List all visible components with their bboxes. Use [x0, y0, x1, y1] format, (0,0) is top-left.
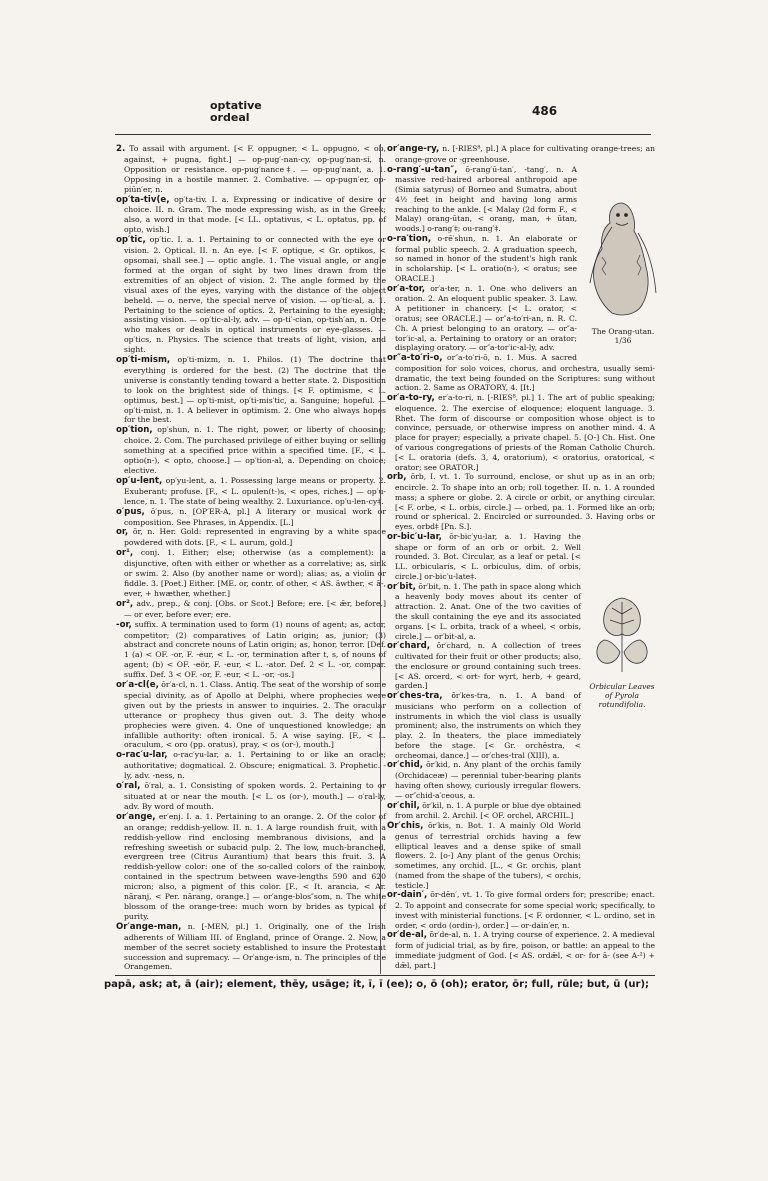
entry-definition: op′yu-lent, a. 1. Possessing large means or property. 2. Exuberant; profuse. [F., < L. opulen(t-)s, < opes, riches.] — op′u-lence, n. 1. The state of being wealthy. 2. Luxuriance. op′u-len-cy‡.	[124, 475, 386, 506]
dictionary-entry	[116, 620, 386, 680]
entry-headword: orb,	[387, 472, 407, 483]
entry-headword: or′ange-ry,	[387, 144, 440, 154]
entry-headword: or′a-to-ry,	[387, 393, 435, 404]
entry-definition: op′shun, n. 1. The right, power, or liberty of choosing; choice. 2. Com. The purchased privilege of either buying or selling something at a specified price within a specified time. [F., < L. optio(n-), < opto, choose.] — op′tion-al, a. Depending on choice; elective.	[124, 425, 386, 475]
entry-definition: o-rē′shun, n. 1. An elaborate or formal public speech. 2. A graduation speech, so named in honor of the student's high rank in scholarship. [< L. oratio(n-), < oratus; see ORACLE.]	[395, 233, 578, 283]
entry-headword: or′a-cl(e,	[116, 680, 159, 691]
dictionary-entry	[387, 393, 655, 472]
leaf-caption: Orbicular Leaves of Pyrola rotundifolia.	[589, 682, 655, 709]
entry-definition: ō′pus, n. [OP′ER-A, pl.] A literary or musical work or composition. See Phrases, in Appendix. [L.]	[124, 506, 386, 527]
entry-definition: ōr-dēn′, vt. 1. To give formal orders for; prescribe; enact. 2. To appoint and consecrate for some special work; specifically, to invest with ministerial functions. [< F. ordonner, < L. ordino, set in order, < ordo (ordin-), order.] — or-dain′er, n.	[395, 890, 655, 930]
entry-headword: or′bit,	[387, 581, 416, 592]
entry-definition: ō′ral, a. 1. Consisting of spoken words. 2. Pertaining to or situated at or near the mouth. [< L. os (or-), mouth.] — o′ral-ly, adv. By word of mouth.	[124, 781, 386, 811]
pronunciation-key: papā, ask; at, ā (air); element, thēy, usāge; it, ī, ī (ee); o, ō (oh); erator, ōr; full, rūle; but, ū (ur);	[104, 979, 650, 990]
dictionary-entry	[116, 144, 386, 195]
entry-headword: or-dain′,	[387, 890, 428, 901]
dictionary-entry	[116, 355, 386, 425]
dictionary-entry	[387, 144, 655, 165]
dictionary-entry	[116, 425, 386, 476]
entry-headword: 2.	[116, 144, 126, 154]
entry-headword: o-rac′u-lar,	[116, 750, 168, 761]
header-rule	[115, 134, 651, 135]
orbicular-leaf-illustration	[590, 594, 654, 674]
entry-definition: ōr′kil, n. 1. A purple or blue dye obtained from archil. 2. Archil. [< OF. orchel, ARCHIL.]	[395, 800, 581, 821]
left-column	[116, 144, 386, 972]
entry-definition: or′a-ter, n. 1. One who delivers an oration. 2. An eloquent public speaker. 3. Law. A petitioner in chancery. [< L. orator, < oratus; see ORACLE.] — or″a-to′ri-an, n. R. C. Ch. A priest belonging to an oratory. — or″a-tor′ic-al, a. Pertaining to oratory or an orator; displaying oratory. — or″a-tor′ic-al-ly, adv.	[395, 283, 577, 353]
entry-definition: ōr, n. Her. Gold: represented in engraving by a white space powdered with dots. [F., < L. aurum, gold.]	[124, 527, 386, 548]
entry-headword: op′ta-tiv(e,	[116, 194, 170, 205]
entry-definition: ōr-bic′yu-lar, a. 1. Having the shape or form of an orb or orbit. 2. Well rounded. 3. Bot. Circular, as a leaf or petal. [< LL. orbicularis, < L. orbiculus, dim. of orbis, circle.] or-bic′u-late‡.	[395, 531, 581, 581]
entry-definition: conj. 1. Either; else; otherwise (as a complement): a disjunctive, often with either or whether as a correlative; as, sink or swim. 2. Also (by another name or word); alias; as, a violin or fiddle. 3. [Poet.] Either. [ME. or, contr. of other, < AS. āwther, < ā-, ever, + hwæther, whether.]	[124, 548, 386, 598]
dictionary-entry	[116, 235, 386, 355]
entry-definition: o-rac′yu-lar, a. 1. Pertaining to or like an oracle; authoritative; dogmatical. 2. Obscure; enigmatical. 3. Prophetic. -ly, adv. -ness, n.	[124, 750, 386, 781]
entry-definition: ōr′kis, n. Bot. 1. A mainly Old World genus of terrestrial orchids having a few elliptical leaves and a dense spike of small flowers. 2. [o-] Any plant of the genus Orchis; sometimes, any orchid. [L., < Gr. orchis, plant (named from the shape of the tubers), < orchis, testicle.]	[395, 821, 581, 890]
footer-rule	[115, 975, 655, 976]
orangutan-illustration	[582, 197, 660, 321]
entry-definition: or″a-to′ri-ō, n. 1. Mus. A sacred composition for solo voices, chorus, and orchestra, usually semi-dramatic, the text being founded on the Scriptures: sung without action. 2. Same as ORATORY, 4. [It.]	[395, 353, 655, 393]
guide-word-bottom: ordeal	[210, 111, 250, 124]
entry-headword: op′tion,	[116, 425, 153, 436]
entry-definition: er′a-to-ri, n. [-RIES⁸, pl.] 1. The art of public speaking; eloquence. 2. The exercise of eloquence; eloquent language. 3. Rhet. The form of discourse or composition whose object is to convince, persuade, or otherwise impress on another mind. 4. A place for prayer; especially, a private chapel. 5. [O-] Ch. Hist. One of various congregations of priests of the Roman Catholic Church. [< L. oratoria (defs. 3, 4, oratorium), < oratorius, oratorical, < orator; see ORATOR.]	[395, 393, 655, 472]
entry-headword: or′chard,	[387, 641, 431, 652]
entry-definition: op′tic. I. a. 1. Pertaining to or connected with the eye or vision. 2. Optical. II. n. An eye. [< F. optique, < Gr. optikos, < opsomai, shall see.] — optic angle. 1. The visual angle, or angle formed at the organ of sight by two lines drawn from the extremities of an object of vision. 2. The angle formed by the visual axes of the eyes, varying with the distance of the object beheld. — o. nerve, the special nerve of vision. — op′tic-al, a. 1. Pertaining to the science of optics. 2. Pertaining to the eyesight; assisting vision. — op′tic-al-ly, adv. — op-ti′-cian, op-tish′an, n. One who makes or deals in optical instruments or eye-glasses. — op′tics, n. Physics. The science that treats of light, vision, and sight.	[124, 235, 386, 355]
dictionary-entry	[116, 812, 386, 922]
entry-definition: To assail with argument. [< F. oppugner, < L. oppugno, < ob, against, + pugna, fight.] — op-pug′-nan-cy, op-pug′nan-si, n. Opposition or resistance. op-pug′nance‡. — op-pug′nant, a. 1. Opposing in a hostile manner. 2. Combative. — op-pugn′er, op-piūn′er, n.	[124, 144, 386, 194]
entry-headword: o-rang′-u-tan″,	[387, 164, 458, 175]
column-divider	[380, 144, 381, 974]
dictionary-entry	[116, 195, 386, 236]
entry-headword: or′ange,	[116, 811, 156, 822]
page-number: 486	[532, 104, 558, 118]
entry-definition: ōrb, I. vt. 1. To surround, enclose, or shut up as in an orb; encircle. 2. To shape into an orb; roll together. II. n. 1. A rounded mass; a sphere or globe. 2. A circle or orbit, or anything circular. [< F. orbe, < L. orbis, circle.] — orbed, pa. 1. Formed like an orb; round or spherical. 2. Encircled or surrounded. 3. Having orbs or eyes. orbd‡ [Pn. S.].	[395, 472, 656, 532]
entry-headword: or′ches-tra,	[387, 691, 443, 702]
dictionary-entry	[387, 472, 655, 532]
entry-headword: -or,	[116, 619, 132, 630]
entry-definition: er′enj. I. a. 1. Pertaining to an orange. 2. Of the color of an orange; reddish-yellow. II. n. 1. A large roundish fruit, with a reddish-yellow rind enclosing membranous divisions, and a refreshing sweetish or subacid pulp. 2. The low, much-branched, evergreen tree (Citrus Aurantium) that bears this fruit. 3. A reddish-yellow color: one of the so-called colors of the rainbow, contained in the spectrum between wave-lengths 590 and 620 micron; also, a pigment of this color. [F., < It. arancia, < Ar. nāranj, < Per. nārang, orange.] — or′ange-blos″som, n. The white blossom of the orange-tree: much worn by brides as typical of purity.	[124, 811, 386, 921]
dictionary-entry	[116, 507, 386, 528]
entry-headword: op′tic,	[116, 235, 146, 246]
orangutan-caption: The Orang-utan. 1/36	[591, 327, 655, 345]
entry-headword: op′ti-mism,	[116, 355, 171, 366]
dictionary-entry	[387, 532, 655, 582]
dictionary-entry	[116, 476, 386, 507]
entry-headword: or-bic′u-lar,	[387, 531, 442, 542]
dictionary-entry	[387, 930, 655, 970]
dictionary-entry	[116, 922, 386, 973]
entry-headword: or²,	[116, 598, 134, 609]
dictionary-entry	[116, 527, 386, 548]
entry-definition: ōr′chard, n. A collection of trees cultivated for their fruit or other products; also, the enclosure or ground containing such trees. [< AS. orcerd, < ort- for wyrt, herb, + geard, garden.]	[395, 641, 581, 691]
entry-headword: op′u-lent,	[116, 475, 163, 486]
entry-headword: or,	[116, 527, 129, 538]
entry-headword: or′de-al,	[387, 930, 427, 941]
entry-headword: Or′chis,	[387, 821, 424, 832]
entry-definition: ōr′kes-tra, n. 1. A band of musicians who perform on a collection of instruments in which the viol class is usually prominent; also, the instruments on which they play. 2. In theaters, the place immediately before the stage. [< Gr. orchēstra, < orcheomai, dance.] — or′ches-tral (XIII), a.	[395, 691, 581, 760]
dictionary-entry	[116, 781, 386, 812]
entry-definition: ōr′kid, n. Any plant of the orchis family (Orchidaceæ) — perennial tuber-bearing plants having often showy, curiously irregular flowers. — or″chid-a′ceous, a.	[395, 760, 581, 800]
entry-definition: ōr′bit, n. 1. The path in space along which a heavenly body moves about its center of attraction. 2. Anat. One of the two cavities of the skull containing the eye and its associated organs. [< L. orbita, track of a wheel, < orbis, circle.] — or′bit-al, a.	[395, 581, 581, 641]
guide-word-top: optative	[210, 99, 262, 112]
entry-headword: o′ral,	[116, 781, 141, 792]
entry-headword: or′chil,	[387, 800, 420, 811]
entry-headword: o′pus,	[116, 506, 145, 517]
entry-headword: Or′ange-man,	[116, 921, 182, 932]
entry-definition: n. [-MEN, pl.] 1. Originally, one of the Irish adherents of William III. of England, prince of Orange. 2. Now, a member of the secret society established to insure the Protestant succession and supremacy. — Or′ange-ism, n. The principles of the Orangemen.	[124, 921, 386, 972]
entry-headword: or′a-tor,	[387, 283, 426, 294]
dictionary-entry	[116, 548, 386, 599]
entry-headword: or¹,	[116, 548, 134, 559]
entry-headword: o-ra′tion,	[387, 233, 432, 244]
entry-definition: suffix. A termination used to form (1) nouns of agent; as, actor, competitor; (2) comparatives of Latin origin; as, junior; (3) abstract and concrete nouns of Latin origin; as, honor, terror. [Def. 1 (a) < OF. -or, F. -eur, < L. -or, termination after t, s, of nouns of agent; (b) < OF. -eör, F. -eur, < L. -ator. Def. 2 < L. -or, compar. suffix. Def. 3 < OF. -or, F. -eur, < L. -or, -os.]	[124, 619, 386, 680]
entry-definition: ō-rang′ū-tan′, -tang′, n. A massive red-haired arboreal anthropoid ape (Simia satyrus) of Borneo and Sumatra, about 4½ feet in height and having long arms reaching to the ankle. [< Malay (2d form F., < Malay) orang-ūtan, < orang, man, + ūtan, woods.] o-rang′‡; ou-rang′‡.	[395, 164, 577, 234]
entry-definition: n. [-RIES⁸, pl.] A place for cultivating orange-trees; an orange-grove or -greenhouse.	[395, 144, 655, 164]
dictionary-entry	[116, 599, 386, 620]
dictionary-entry	[116, 680, 386, 750]
dictionary-entry	[116, 750, 386, 781]
entry-headword: or′chid,	[387, 760, 423, 771]
entry-definition: op′ti-mizm, n. 1. Philos. (1) The doctrine that everything is ordered for the best. (2) The doctrine that the universe is constantly tending toward a better state. 2. Disposition to look on the brightest side of things. [< F. optimisme, < L. optimus, best.] — op′ti-mist, op′ti-mis′tic, a. Sanguine; hopeful. — op′ti-mist, n. 1. A believer in optimism. 2. One who always hopes for the best.	[124, 355, 386, 425]
entry-headword: or″a-to′ri-o,	[387, 353, 443, 364]
figure-spacer	[581, 772, 655, 880]
guide-words	[210, 100, 262, 124]
entry-definition: op′ta-tiv. I. a. Expressing or indicative of desire or choice. II. n. Gram. The mode expressing wish, as in the Greek; also, a word in that mode. [< LL. optativus, < L. optatus, pp. of opto, wish.]	[124, 194, 386, 235]
entry-definition: adv., prep., & conj. [Obs. or Scot.] Before; ere. [< ǣr, before.] — or ever, before ever; ere.	[124, 598, 386, 619]
entry-definition: ōr′de-al, n. 1. A trying course of experience. 2. A medieval form of judicial trial, as by fire, poison, or battle: an appeal to the immediate judgment of God. [< AS. ordǣl, < or- for ā- (see A-²) + dǣl, part.]	[395, 930, 655, 970]
entry-definition: ōr′a-cl, n. 1. Class. Antiq. The seat of the worship of some special divinity, as of Apollo at Delphi, where prophecies were given out by the priests in answer to inquiries. 2. The oracular utterance or prophecy thus given out. 3. The deity whose prophecies were given. 4. One of unquestioned knowledge; an infallible authority: often ironical. 5. A wise saying. [F., < L. oraculum, < oro (pp. oratus), pray, < os (or-), mouth.]	[124, 680, 386, 750]
dictionary-entry	[387, 890, 655, 930]
